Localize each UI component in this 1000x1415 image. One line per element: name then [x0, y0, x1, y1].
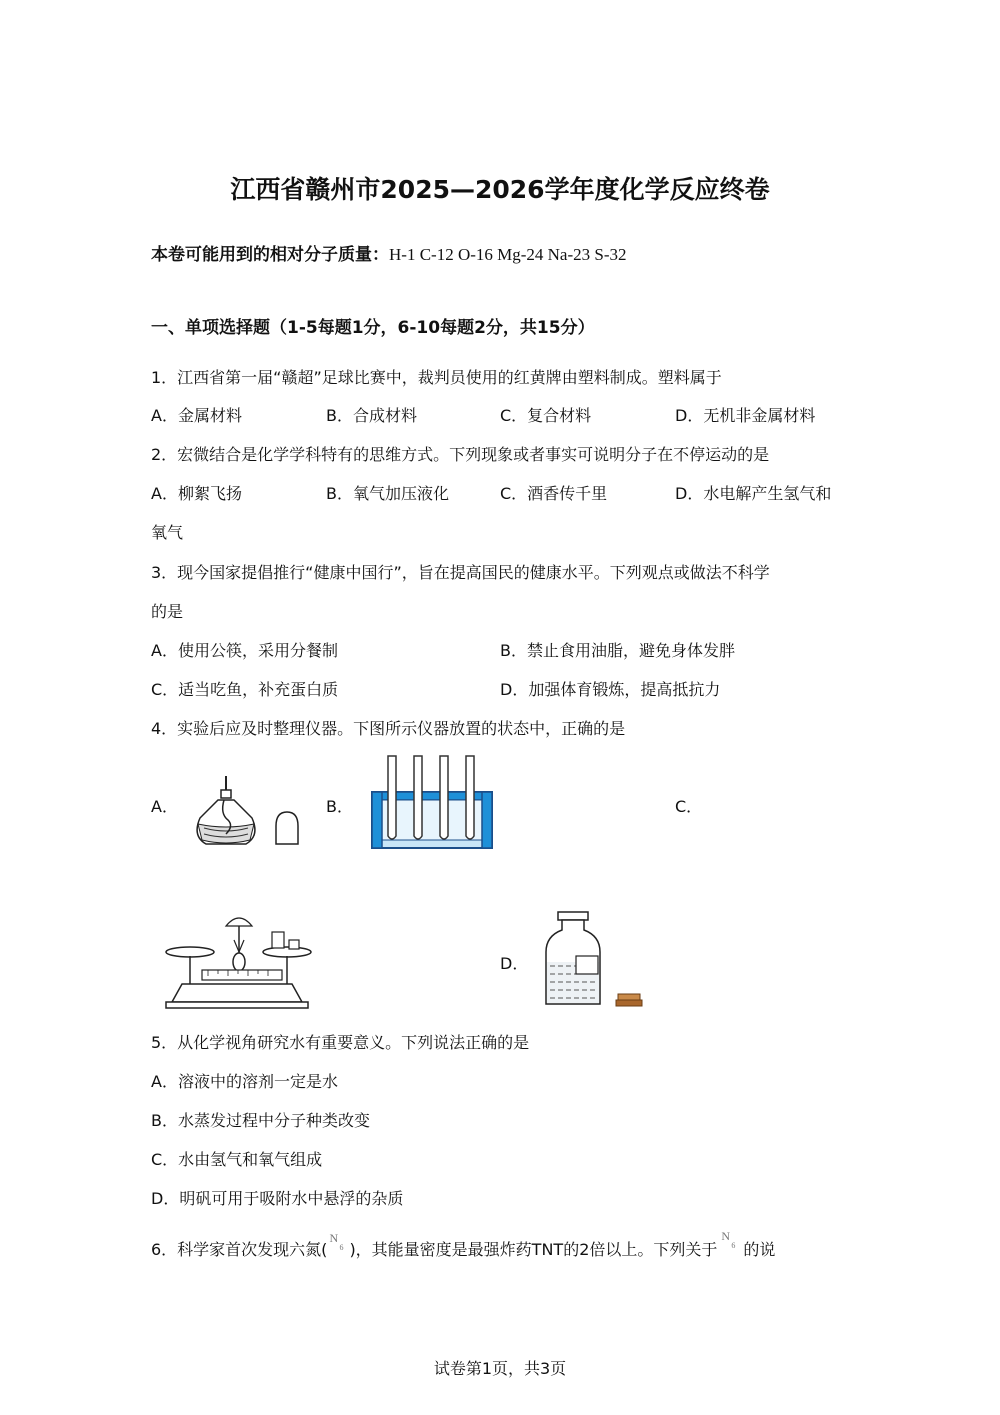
q6-stem-part3: 的说 — [743, 1240, 776, 1259]
page-footer: 试卷第1页，共3页 — [433, 1359, 567, 1378]
q1-option-d: D．无机非金属材料 — [675, 406, 816, 425]
q2-option-b: B．氧气加压液化 — [326, 484, 449, 503]
q2-option-d: D．水电解产生氢气和 — [675, 484, 832, 503]
q5-option-b: B．水蒸发过程中分子种类改变 — [151, 1111, 370, 1130]
alcohol-lamp-image — [190, 770, 310, 850]
q4-option-c: C． — [675, 797, 703, 816]
q2-stem: 2．宏微结合是化学学科特有的思维方式。下列现象或者事实可说明分子在不停运动的是 — [151, 445, 770, 464]
q2-option-d-continued: 氧气 — [151, 523, 184, 542]
q5-option-a: A．溶液中的溶剂一定是水 — [151, 1072, 338, 1091]
exam-title: 江西省赣州市2025—2026学年度化学反应终卷 — [230, 175, 770, 204]
q3-stem-line2: 的是 — [151, 602, 184, 621]
q6-formula-2: N 6 — [721, 1229, 736, 1250]
q2-option-c: C．酒香传千里 — [500, 484, 608, 503]
q1-option-a: A．金属材料 — [151, 406, 242, 425]
q5-option-c: C．水由氢气和氧气组成 — [151, 1150, 323, 1169]
q4-option-b: B． — [326, 797, 353, 816]
q6-stem — [151, 1229, 776, 1261]
q3-stem-line1: 3．现今国家提倡推行“健康中国行”，旨在提高国民的健康水平。下列观点或做法不科学 — [151, 563, 770, 582]
q1-option-c: C．复合材料 — [500, 406, 592, 425]
balance-scale-image — [162, 910, 312, 1012]
q5-stem: 5．从化学视角研究水有重要意义。下列说法正确的是 — [151, 1033, 530, 1052]
q5-option-d: D．明矾可用于吸附水中悬浮的杂质 — [151, 1189, 404, 1208]
mass-note-values: H-1 C-12 O-16 Mg-24 Na-23 S-32 — [389, 245, 627, 264]
q3-option-a: A．使用公筷，采用分餐制 — [151, 641, 338, 660]
q2-option-a: A．柳絮飞扬 — [151, 484, 242, 503]
reagent-bottle-image — [540, 908, 650, 1010]
section-heading-1: 一、单项选择题（1-5每题1分，6-10每题2分，共15分） — [151, 318, 595, 338]
q6-stem-part1: 6．科学家首次发现六氮( — [151, 1240, 328, 1259]
q4-option-d: D． — [500, 954, 529, 973]
q1-option-b: B．合成材料 — [326, 406, 417, 425]
q6-stem-part2: )，其能量密度是最强炸药TNT的2倍以上。下列关于 — [349, 1240, 718, 1259]
q1-stem: 1．江西省第一届“赣超”足球比赛中，裁判员使用的红黄牌由塑料制成。塑料属于 — [151, 368, 722, 387]
q3-option-b: B．禁止食用油脂，避免身体发胖 — [500, 641, 735, 660]
q6-formula-1: N 6 — [329, 1231, 344, 1252]
q3-option-d: D．加强体育锻炼，提高抵抗力 — [500, 680, 721, 699]
q4-option-a: A． — [151, 797, 178, 816]
test-tube-rack-image — [370, 752, 496, 852]
mass-note — [151, 244, 627, 266]
q4-stem: 4．实验后应及时整理仪器。下图所示仪器放置的状态中，正确的是 — [151, 719, 626, 738]
q3-option-c: C．适当吃鱼，补充蛋白质 — [151, 680, 339, 699]
mass-note-label: 本卷可能用到的相对分子质量： — [151, 245, 389, 265]
